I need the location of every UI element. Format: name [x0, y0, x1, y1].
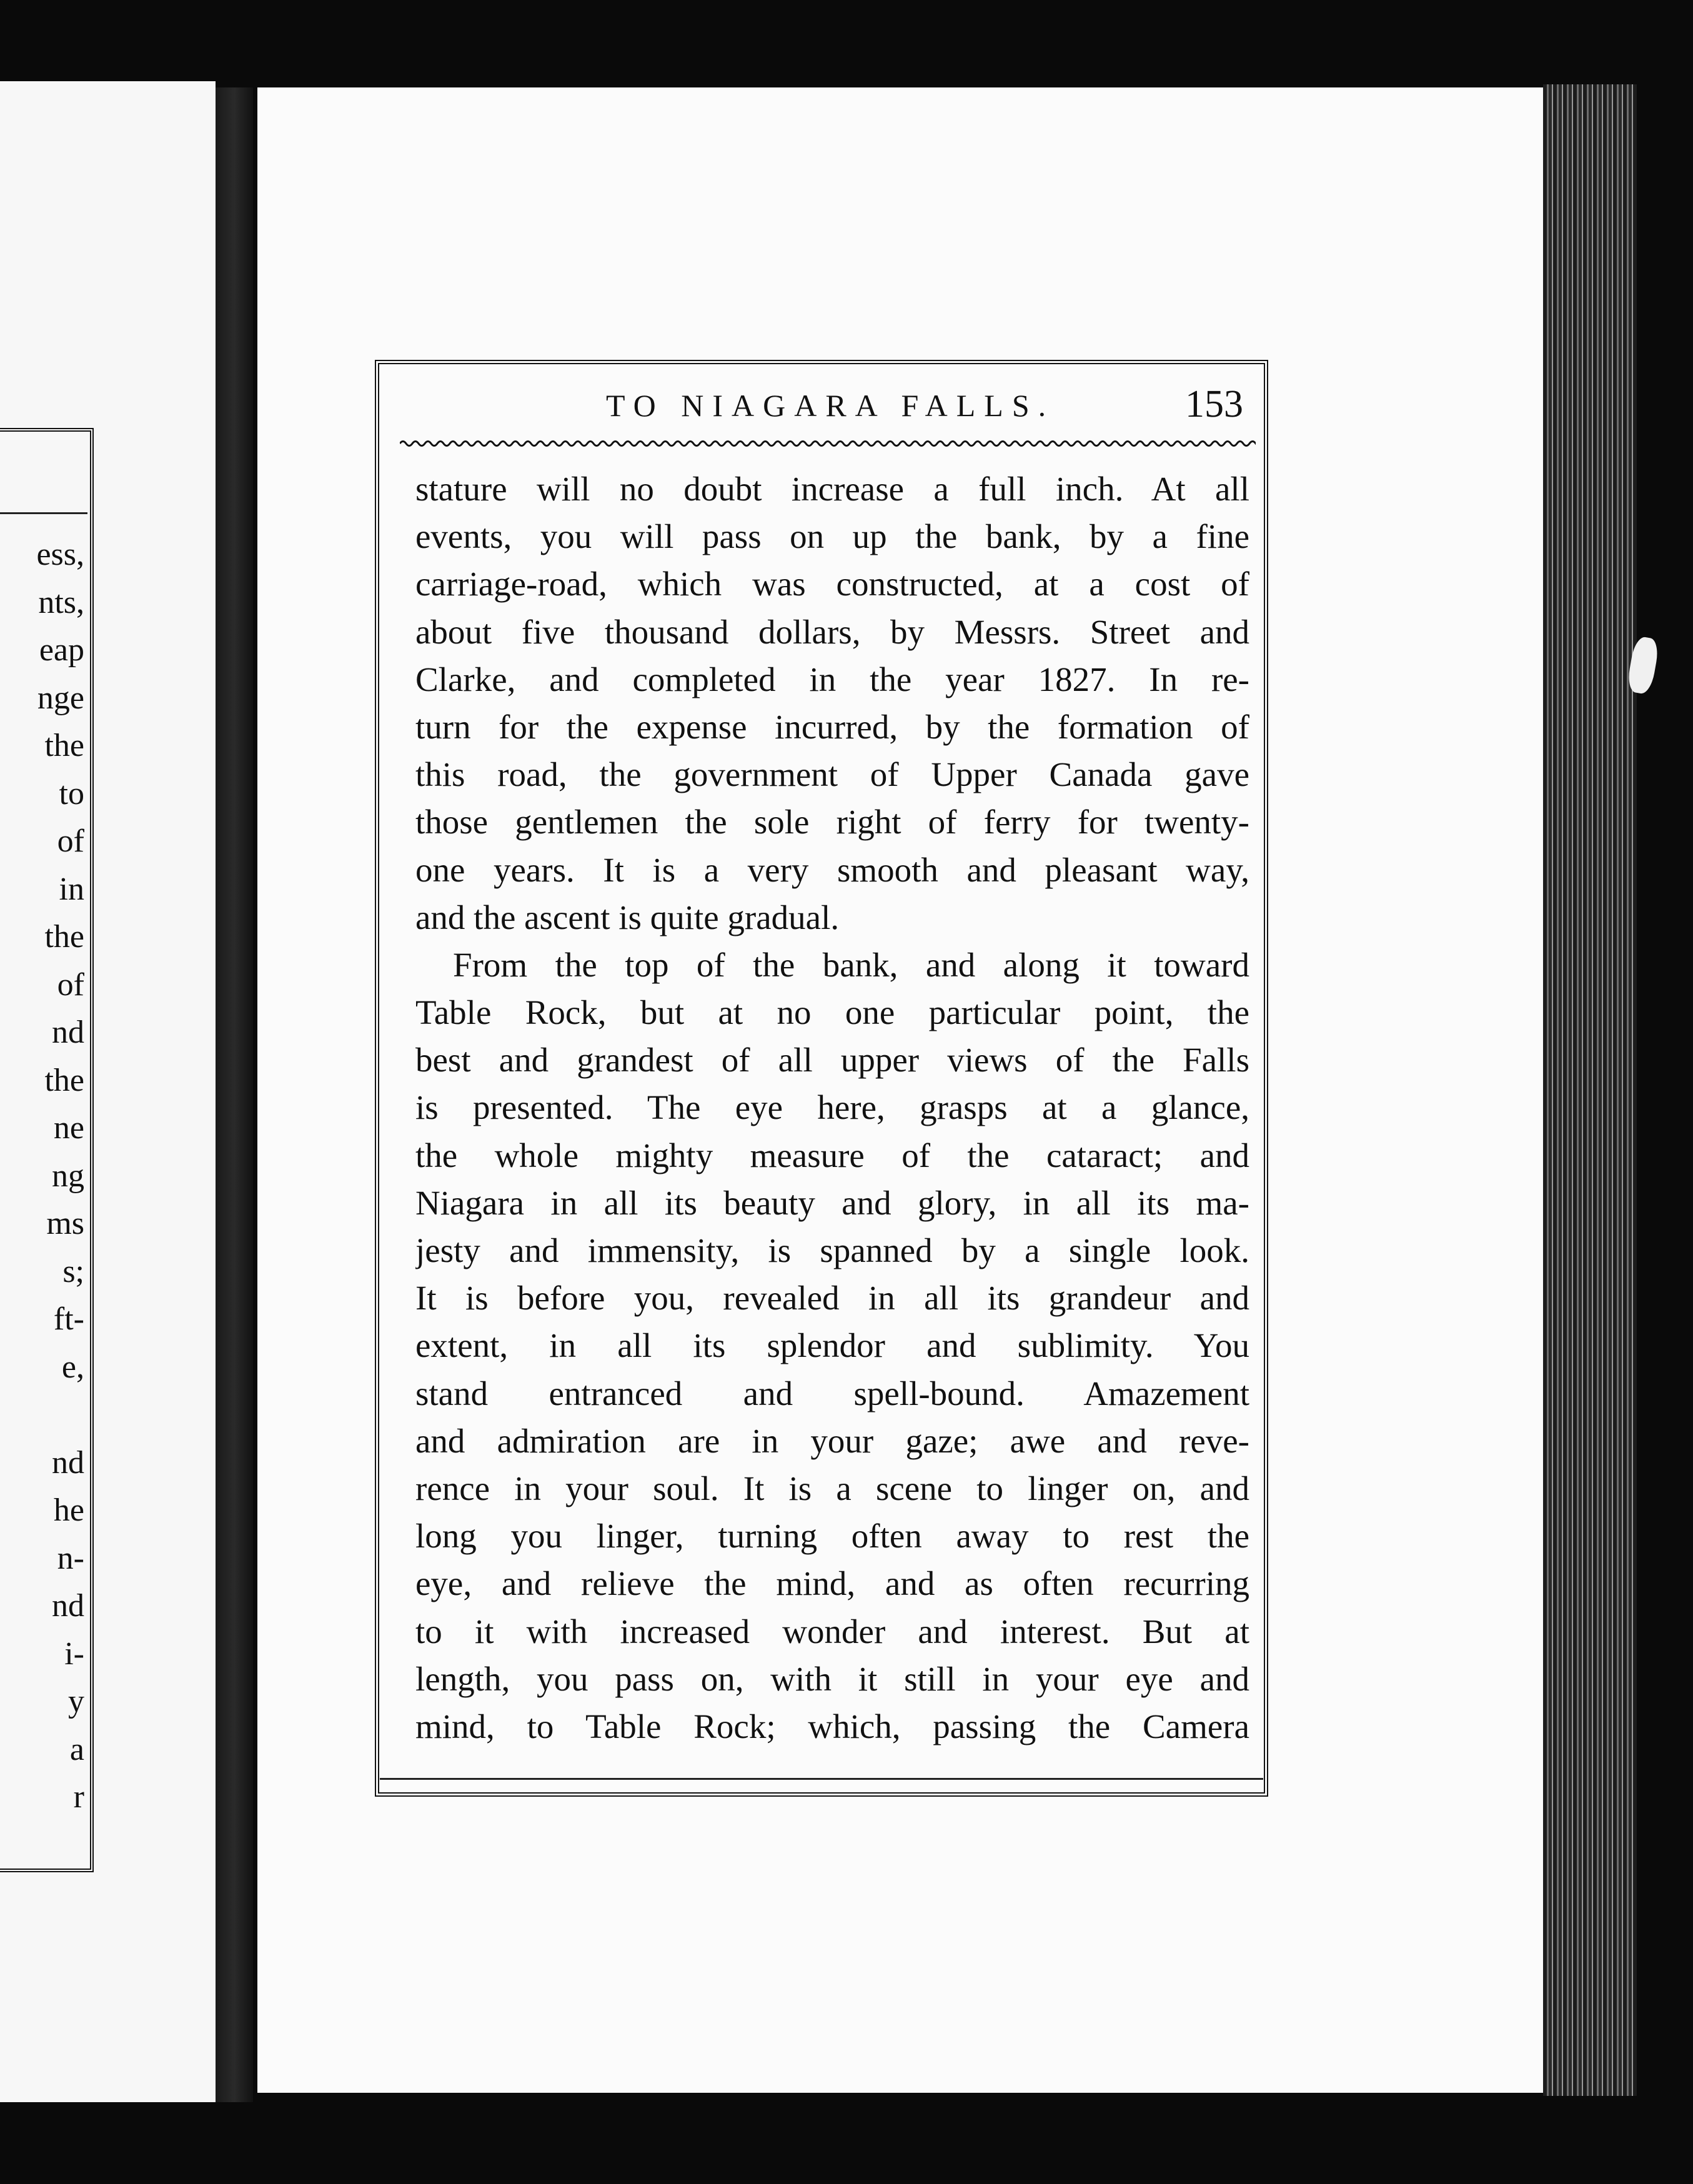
left-line: i-	[64, 1636, 84, 1672]
text-line: about five thousand dollars, by Messrs. Street and	[415, 612, 1249, 651]
left-line	[0, 1391, 84, 1439]
text-line: rence in your soul. It is a scene to linger on, and	[415, 1469, 1249, 1507]
left-line: nts,	[38, 584, 84, 620]
text-line: carriage-road, which was constructed, at a cost of	[415, 565, 1249, 603]
running-title: TO NIAGARA FALLS.	[606, 388, 1055, 423]
text-line: to it with increased wonder and interest. But at	[415, 1612, 1249, 1650]
text-line: mind, to Table Rock; which, passing the Camera	[415, 1707, 1249, 1745]
text-line: Niagara in all its beauty and glory, in all its ma-	[415, 1183, 1249, 1222]
text-line: Table Rock, but at no one particular point, the	[415, 993, 1249, 1032]
left-line: ft-	[53, 1301, 84, 1337]
page-number: 153	[1185, 383, 1243, 425]
left-line: ess,	[36, 537, 84, 572]
text-line: and the ascent is quite gradual.	[415, 898, 840, 936]
left-line: the	[44, 728, 84, 763]
left-line: r	[73, 1779, 84, 1815]
left-line: y	[68, 1684, 84, 1719]
left-line: s;	[62, 1253, 84, 1289]
text-line: the whole mighty measure of the cataract; and	[415, 1136, 1249, 1174]
left-line: he	[53, 1492, 84, 1528]
text-line: extent, in all its splendor and sublimity. You	[415, 1326, 1249, 1365]
text-line: and admiration are in your gaze; awe and reve-	[415, 1421, 1249, 1460]
text-line: those gentlemen the sole right of ferry for twenty-	[415, 803, 1249, 841]
text-line: stand entranced and spell-bound. Amazement	[415, 1374, 1249, 1412]
left-page-text	[0, 531, 84, 1822]
text-line: stature will no doubt increase a full inch. At all	[415, 470, 1249, 508]
left-line: ne	[53, 1110, 84, 1146]
frame-bottom-rule	[380, 1778, 1263, 1780]
text-line: long you linger, turning often away to rest the	[415, 1517, 1249, 1556]
left-line: of	[57, 823, 84, 859]
left-line: nge	[37, 680, 84, 716]
text-line: From the top of the bank, and along it toward	[453, 945, 1249, 984]
left-line: nd	[52, 1015, 84, 1050]
left-line: eap	[39, 632, 84, 668]
text-line: this road, the government of Upper Canada gave	[415, 755, 1249, 794]
left-line: the	[44, 1062, 84, 1098]
left-line: e,	[61, 1349, 84, 1385]
text-line: length, you pass on, with it still in your eye and	[415, 1659, 1249, 1698]
text-line: is presented. The eye here, grasps at a glance,	[415, 1088, 1249, 1127]
left-line: to	[59, 775, 84, 812]
left-line: nd	[52, 1588, 84, 1624]
left-page-header-rule	[0, 512, 87, 519]
left-page	[0, 81, 216, 2102]
text-line: best and grandest of all upper views of the Falls	[415, 1041, 1249, 1080]
page-edges	[1543, 84, 1637, 2096]
text-line: Clarke, and completed in the year 1827. In re-	[415, 660, 1249, 698]
text-line: turn for the expense incurred, by the formation of	[415, 707, 1249, 746]
text-line: jesty and immensity, is spanned by a single look.	[415, 1231, 1249, 1269]
body-text	[415, 465, 1249, 1750]
left-line: ms	[46, 1206, 84, 1241]
left-line: of	[57, 966, 84, 1003]
left-line: in	[59, 871, 84, 907]
left-line: nd	[52, 1444, 84, 1481]
left-line: a	[69, 1731, 84, 1767]
left-line: ng	[52, 1158, 84, 1194]
text-line: It is before you, revealed in all its grandeur and	[415, 1279, 1249, 1318]
left-line: n-	[57, 1540, 84, 1576]
text-line: events, you will pass on up the bank, by a fine	[415, 517, 1249, 556]
running-head	[406, 383, 1256, 431]
text-line: one years. It is a very smooth and pleasant way,	[415, 850, 1249, 889]
book-gutter	[216, 87, 253, 2102]
text-line: eye, and relieve the mind, and as often recurring	[415, 1564, 1249, 1603]
left-line: the	[44, 919, 84, 955]
wavy-rule	[400, 437, 1256, 450]
